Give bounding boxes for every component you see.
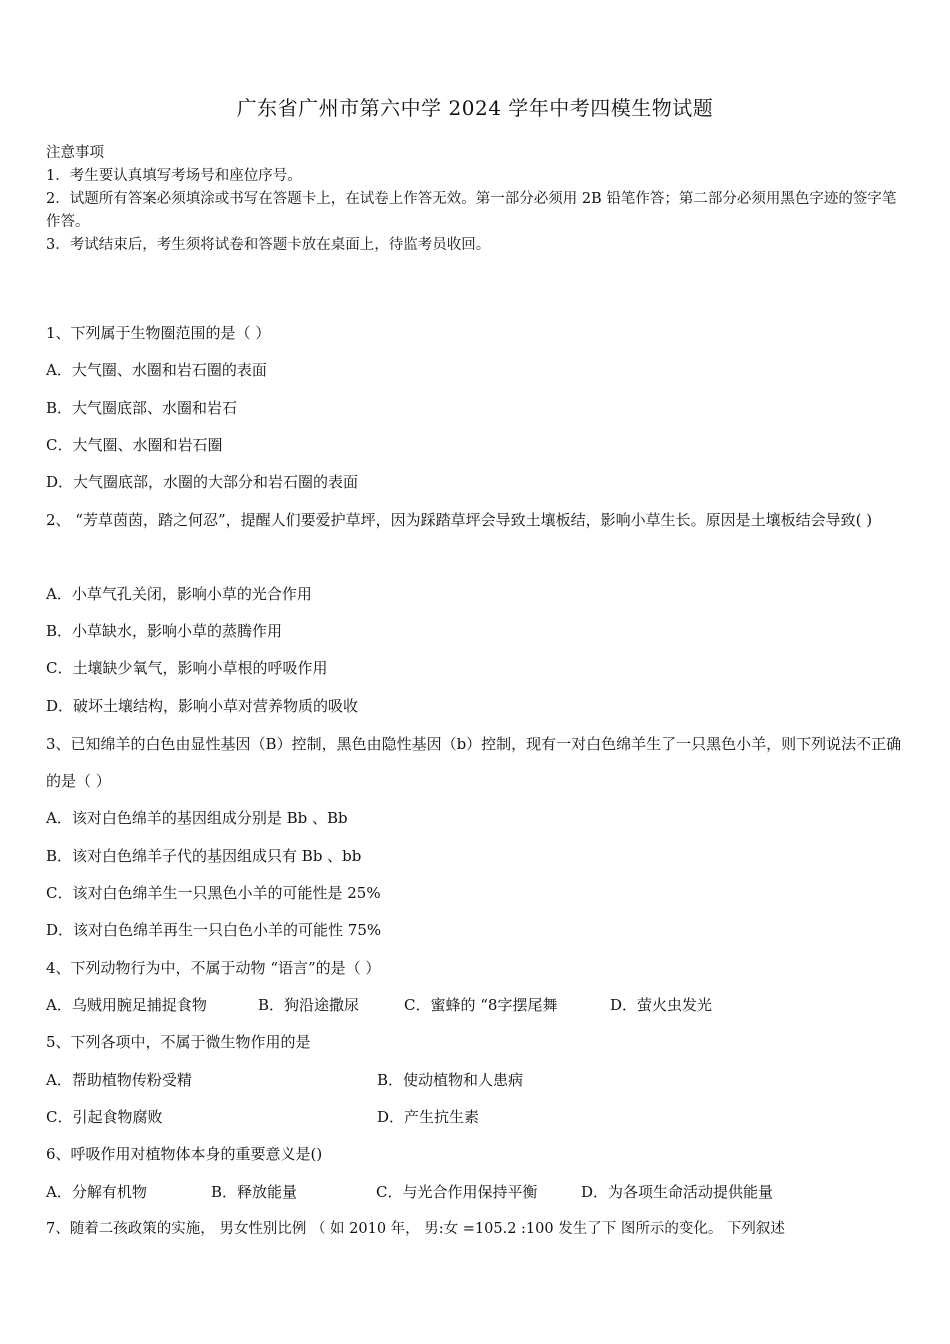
question-6-stem: 6、呼吸作用对植物体本身的重要意义是() — [46, 1145, 323, 1163]
question-2-option-b: B．小草缺水，影响小草的蒸腾作用 — [46, 622, 283, 640]
question-6-option-b: B．释放能量 — [211, 1183, 298, 1201]
question-5-stem: 5、下列各项中，不属于微生物作用的是 — [46, 1033, 311, 1051]
question-5-option-a: A．帮助植物传粉受精 — [46, 1071, 192, 1089]
question-3-option-a: A．该对白色绵羊的基因组成分别是 Bb 、Bb — [46, 809, 348, 827]
page-title: 广东省广州市第六中学 2024 学年中考四模生物试题 — [236, 96, 714, 120]
notes-item: 3．考试结束后，考生须将试卷和答题卡放在桌面上，待监考员收回。 — [46, 237, 491, 253]
question-4-option-a: A．乌贼用腕足捕捉食物 — [46, 996, 207, 1014]
question-1-option-b: B．大气圈底部、水圈和岩石 — [46, 399, 238, 417]
question-2-option-d: D．破坏土壤结构，影响小草对营养物质的吸收 — [46, 697, 359, 715]
question-7-stem: 7、随着二孩政策的实施， 男女性别比例 （ 如 2010 年， 男:女 =105.2 :100 发生了下 图所示的变化。 下列叙述 — [46, 1221, 785, 1237]
question-5-option-b: B．使动植物和人患病 — [377, 1071, 524, 1089]
question-1-stem: 1、下列属于生物圈范围的是（ ） — [46, 324, 271, 342]
question-3-stem: 3、已知绵羊的白色由显性基因（B）控制，黑色由隐性基因（b）控制，现有一对白色绵羊生了一只黑色小羊，则下列说法不正确的是（ ） — [46, 735, 902, 790]
question-5-option-c: C．引起食物腐败 — [46, 1108, 163, 1126]
question-2-option-a: A．小草气孔关闭，影响小草的光合作用 — [46, 585, 312, 603]
question-2-option-c: C．土壤缺少氧气，影响小草根的呼吸作用 — [46, 659, 328, 677]
notes-section — [46, 142, 908, 257]
notes-item: 2．试题所有答案必须填涂或书写在答题卡上，在试卷上作答无效。第一部分必须用 2B 铅笔作答；第二部分必须用黑色字迹的签字笔作答。 — [46, 191, 897, 230]
question-3-option-c: C．该对白色绵羊生一只黑色小羊的可能性是 25% — [46, 884, 381, 902]
question-1-option-a: A．大气圈、水圈和岩石圈的表面 — [46, 361, 267, 379]
notes-heading: 注意事项 — [46, 145, 104, 161]
question-5-option-d: D．产生抗生素 — [377, 1108, 480, 1126]
question-4-option-c: C．蜜蜂的 “8字摆尾舞 — [404, 996, 558, 1014]
notes-item: 1．考生要认真填写考场号和座位序号。 — [46, 168, 302, 184]
question-3-option-b: B．该对白色绵羊子代的基因组成只有 Bb 、bb — [46, 847, 362, 865]
question-6-option-a: A．分解有机物 — [46, 1183, 147, 1201]
question-4-stem: 4、下列动物行为中，不属于动物 “语言”的是（ ） — [46, 959, 381, 977]
question-4-option-d: D．萤火虫发光 — [610, 996, 713, 1014]
question-1-option-d: D．大气圈底部，水圈的大部分和岩石圈的表面 — [46, 473, 359, 491]
question-6-option-d: D．为各项生命活动提供能量 — [581, 1183, 774, 1201]
question-2-stem: 2、 “芳草茵茵，踏之何忍”，提醒人们要爱护草坪，因为踩踏草坪会导致土壤板结，影响小草生长。原因是土壤板结会导致( ) — [46, 511, 873, 529]
question-1-option-c: C．大气圈、水圈和岩石圈 — [46, 436, 223, 454]
question-4-option-b: B．狗沿途撒尿 — [258, 996, 360, 1014]
question-6-option-c: C．与光合作用保持平衡 — [376, 1183, 538, 1201]
question-3-option-d: D．该对白色绵羊再生一只白色小羊的可能性 75% — [46, 921, 382, 939]
